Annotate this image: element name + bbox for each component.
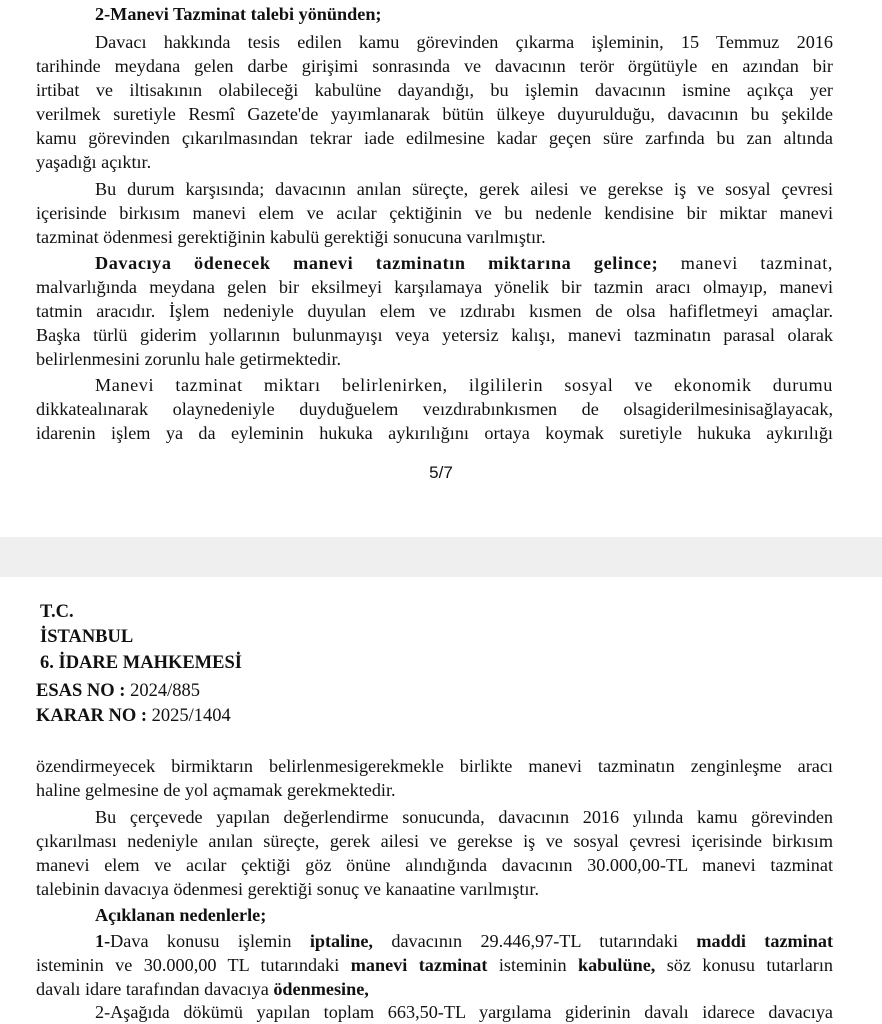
paragraph-line: malvarlığında meydana gelen bir eksilmeyi karşılamaya yönelik bir tazmin aracı olmayıp, manevi <box>36 277 833 297</box>
document-page-6 <box>0 577 882 1022</box>
verdict-item-1-line2 <box>36 954 833 977</box>
text-span: manevi tazminat, <box>658 253 833 273</box>
text-span: söz konusu tutarların <box>655 955 834 975</box>
bold-phrase: manevi tazminat <box>350 955 488 975</box>
court-header-court: 6. İDARE MAHKEMESİ <box>40 653 242 673</box>
paragraph-line: idarenin işlem ya da eyleminin hukuka aykırılığını ortaya koymak suretiyle hukuka aykırılığı <box>36 423 833 443</box>
esas-no-label: ESAS NO : <box>36 681 126 701</box>
paragraph-line: Başka türlü giderim yollarının bulunmayışı veya yetersiz kalışı, manevi tazminatın parasal olarak <box>36 325 833 345</box>
esas-no <box>36 680 200 703</box>
text-span: davacının 29.446,97-TL tutarındaki <box>372 931 697 951</box>
page-separator <box>0 537 882 577</box>
page-number: 5/7 <box>429 463 453 482</box>
bold-phrase: iptaline, <box>309 931 373 951</box>
paragraph-line: belirlenmesini zorunlu hale getirmektedir. <box>36 349 342 369</box>
court-header-tc: T.C. <box>40 602 74 622</box>
text-span: Dava konusu işlemin <box>110 931 310 951</box>
karar-no <box>36 705 231 728</box>
paragraph-line: tazminat ödenmesi gerektiğinin kabulü gerektiği sonucuna varılmıştır. <box>36 227 546 247</box>
paragraph-line: yaşadığı açıktır. <box>36 152 152 172</box>
verdict-item-2-partial: 2-Aşağıda dökümü yapılan toplam 663,50-TL yargılama giderinin davalı idarece davacıya <box>95 1002 833 1022</box>
reasons-heading: Açıklanan nedenlerle; <box>95 905 267 925</box>
verdict-item-1-line3 <box>36 978 833 1001</box>
item-number: 1- <box>95 931 111 951</box>
karar-no-label: KARAR NO : <box>36 706 147 726</box>
section-heading: 2-Manevi Tazminat talebi yönünden; <box>95 4 382 24</box>
text-span: davalı idare tarafından davacıya <box>36 979 274 999</box>
paragraph-line: talebinin davacıya ödenmesi gerektiği sonuç ve kanaatine varılmıştır. <box>36 879 540 899</box>
bold-phrase: maddi tazminat <box>696 931 833 951</box>
paragraph-line: manevi elem ve acılar çektiği göz önüne alındığında davacının 30.000,00-TL manevi tazminat <box>36 855 833 875</box>
text-span: isteminin <box>487 955 578 975</box>
paragraph-line: irtibat ve iltisakının olabileceği kabulüne dayandığı, bu işlemin davacının ismine açıkça yer <box>36 80 833 100</box>
paragraph-line <box>95 252 833 275</box>
verdict-item-1 <box>95 930 833 953</box>
paragraph-line: Davacı hakkında tesis edilen kamu görevinden çıkarma işleminin, 15 Temmuz 2016 <box>95 32 833 52</box>
bold-phrase: kabulüne, <box>577 955 656 975</box>
paragraph-line: çıkarılması nedeniyle anılan süreçte, gerek ailesi ve gerekse iş ve sosyal çevresi içerisinde birkısım <box>36 831 833 851</box>
paragraph-line: Manevi tazminat miktarı belirlenirken, ilgililerin sosyal ve ekonomik durumu <box>95 375 833 395</box>
bold-phrase: Davacıya ödenecek manevi tazminatın miktarına gelince; <box>95 253 659 273</box>
text-span: isteminin ve 30.000,00 TL tutarındaki <box>36 955 351 975</box>
paragraph-line: Bu durum karşısında; davacının anılan süreçte, gerek ailesi ve gerekse iş ve sosyal çevresi <box>95 179 833 199</box>
paragraph-line: haline gelmesine de yol açmamak gerekmektedir. <box>36 780 396 800</box>
paragraph-line: özendirmeyecek birmiktarın belirlenmesigerekmekle birlikte manevi tazminatın zenginleşme aracı <box>36 756 833 776</box>
karar-no-value: 2025/1404 <box>147 706 231 726</box>
paragraph-line: içerisinde birkısım manevi elem ve acılar çektiğinin ve bu nedenle kendisine bir miktar manevi <box>36 203 833 223</box>
paragraph-line: tatmin aracıdır. İşlem nedeniyle duyulan elem ve ızdırabı kısmen de olsa hafifletmeyi amaçlar. <box>36 301 833 321</box>
esas-no-value: 2024/885 <box>125 681 200 701</box>
paragraph-line: Bu çerçevede yapılan değerlendirme sonucunda, davacının 2016 yılında kamu görevinden <box>95 807 833 827</box>
court-header-city: İSTANBUL <box>40 627 134 647</box>
paragraph-line: verilmek suretiyle Resmî Gazete'de yayımlanarak bütün ülkeye duyurulduğu, davacının bu şekilde <box>36 104 833 124</box>
paragraph-line: tarihinde meydana gelen darbe girişimi sonrasında ve davacının terör örgütüyle en azından bir <box>36 56 833 76</box>
bold-phrase: ödenmesine, <box>273 979 369 999</box>
paragraph-line: kamu görevinden çıkarılmasından tekrar iade edilmesine kadar geçen süre zarfında bu zan altında <box>36 128 833 148</box>
paragraph-line: dikkatealınarak olaynedeniyle duyduğuelem veızdırabınkısmen de olsagiderilmesinisağlayacak, <box>36 399 833 419</box>
